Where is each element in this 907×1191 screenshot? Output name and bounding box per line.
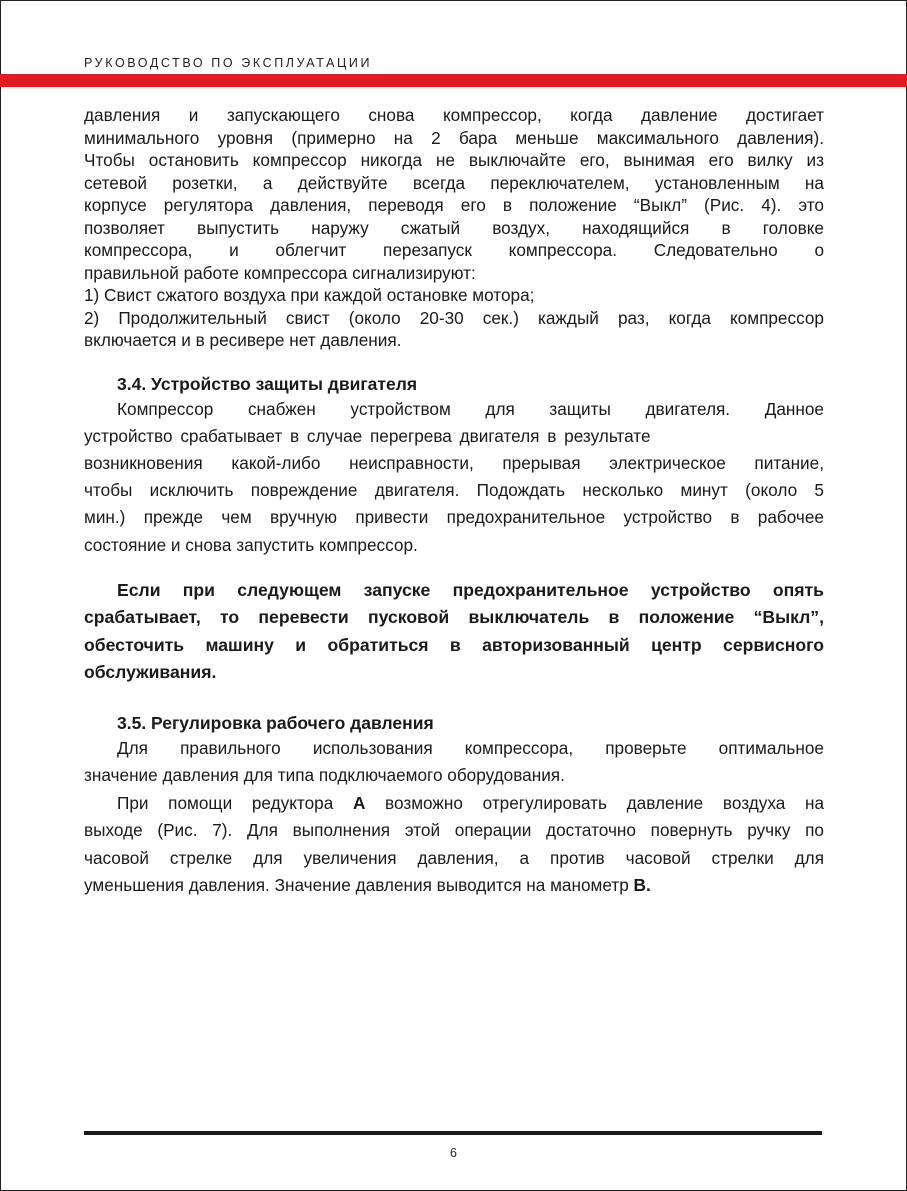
intro-line: давления и запускающего снова компрессор, когда давление достигает (84, 105, 824, 125)
intro-line: минимального уровня (примерно на 2 бара меньше максимального давления). (84, 127, 824, 148)
intro-line: включается и в ресивере нет давления. (84, 330, 402, 350)
body-line (84, 790, 824, 817)
body-line: выходе (Рис. 7). Для выполнения этой операции достаточно повернуть ручку по (84, 820, 824, 841)
body-line: значение давления для типа подключаемого оборудования. (84, 764, 565, 785)
section-3-4-paragraph (84, 396, 824, 559)
warning-line: Если при следующем запуске предохранительное устройство опять (117, 579, 824, 600)
intro-line: корпусе регулятора давления, переводя его в положение “Выкл” (Рис. 4). это (84, 195, 824, 215)
body-line: состояние и снова запустить компрессор. (84, 534, 418, 555)
warning-paragraph (84, 577, 824, 687)
warning-line: обесточить машину и обратиться в авторизованный центр сервисного (84, 634, 824, 655)
text-run: уменьшения давления. Значение давления выводится на манометр (84, 874, 634, 895)
footer-rule (84, 1131, 822, 1135)
body-line: Для правильного использования компрессора, проверьте оптимальное (117, 737, 824, 758)
running-header: РУКОВОДСТВО ПО ЭКСПЛУАТАЦИИ (84, 56, 373, 70)
intro-list-item: 2) Продолжительный свист (около 20-30 сек.) каждый раз, когда компрессор (84, 307, 824, 328)
label-b: В. (633, 874, 651, 895)
body-line: часовой стрелке для увеличения давления, а против часовой стрелки для (84, 847, 824, 868)
body-line: Компрессор снабжен устройством для защиты двигателя. Данное (117, 398, 824, 419)
body-line: устройство срабатывает в случае перегрева двигателя в результате (84, 425, 651, 446)
intro-line: компрессора, и облегчит перезапуск компрессора. Следовательно о (84, 240, 824, 260)
section-3-4-heading: 3.4. Устройство защиты двигателя (117, 373, 418, 394)
intro-line: правильной работе компрессора сигнализируют: (84, 262, 476, 283)
body-line: мин.) прежде чем вручную привести предохранительное устройство в рабочее (84, 507, 824, 528)
warning-line: обслуживания. (84, 662, 217, 683)
page-number: 6 (450, 1146, 457, 1160)
intro-list-item: 1) Свист сжатого воздуха при каждой остановке мотора; (84, 285, 535, 305)
header-red-band (0, 74, 907, 87)
intro-line: Чтобы остановить компрессор никогда не выключайте его, вынимая его вилку из (84, 150, 824, 170)
section-3-5-paragraph-2 (84, 790, 824, 899)
body-line: чтобы исключить повреждение двигателя. Подождать несколько минут (около 5 (84, 480, 824, 501)
section-3-5-paragraph-1 (84, 735, 824, 789)
intro-line: позволяет выпустить наружу сжатый воздух, находящийся в головке (84, 217, 824, 238)
text-run: возможно отрегулировать давление воздуха на (365, 793, 824, 814)
body-line (84, 872, 824, 899)
warning-line: срабатывает, то перевести пусковой выключатель в положение “Выкл”, (84, 607, 824, 628)
intro-line: сетевой розетки, а действуйте всегда переключателем, установленным на (84, 172, 824, 193)
page-content (84, 104, 824, 899)
text-run: При помощи редуктора (117, 793, 353, 814)
label-a: А (352, 793, 366, 814)
section-3-5-heading: 3.5. Регулировка рабочего давления (117, 712, 434, 733)
body-line: возникновения какой-либо неисправности, прерывая электрическое питание, (84, 452, 824, 473)
intro-paragraph (84, 104, 824, 352)
